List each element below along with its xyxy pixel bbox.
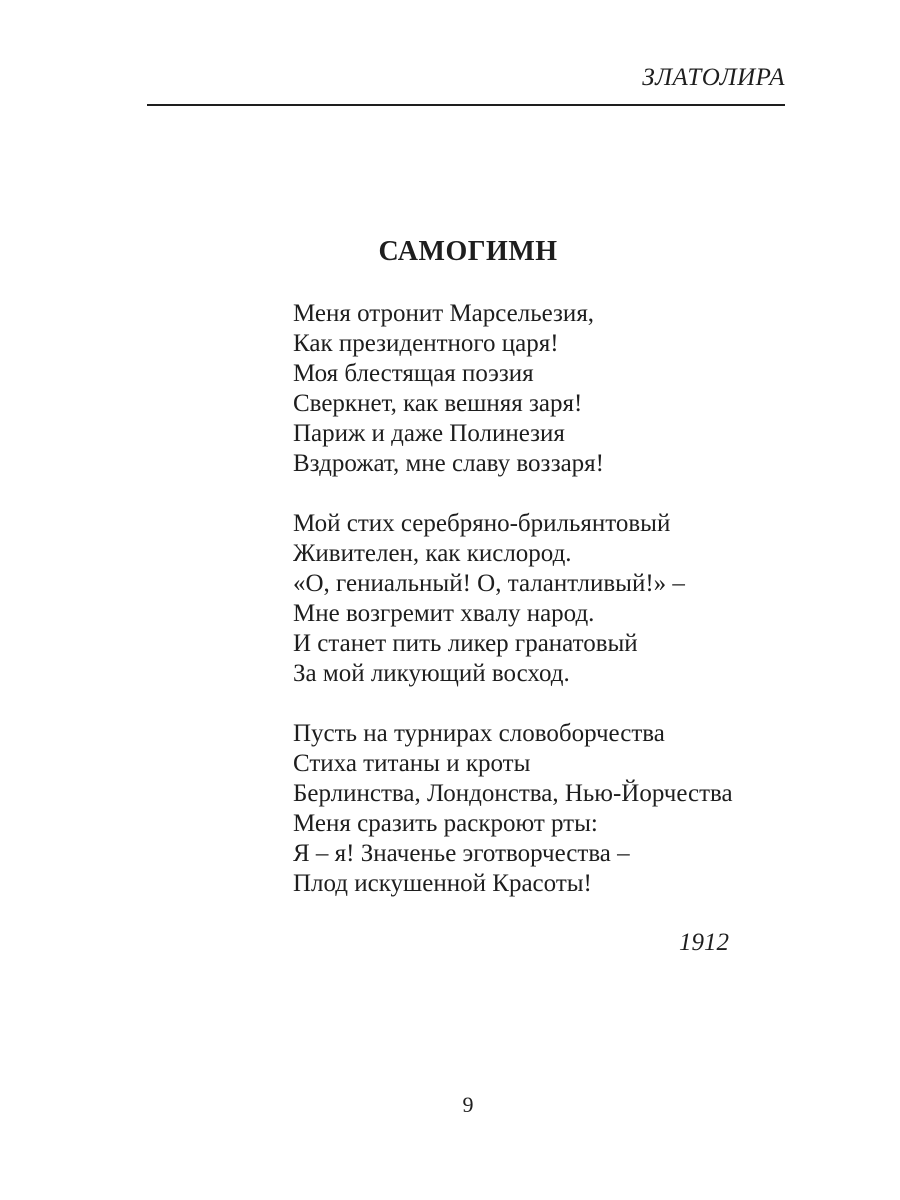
stanza-3 <box>293 719 733 899</box>
poem-line: «О, гениальный! О, талантливый!» – <box>293 570 685 597</box>
poem-line: Мой стих серебряно-брильянтовый <box>293 510 671 537</box>
poem-line: Моя блестящая поэзия <box>293 360 534 387</box>
poem-line: Как президентного царя! <box>293 330 559 357</box>
poem-line: Я – я! Значенье эготворчества – <box>293 840 630 867</box>
running-header <box>147 58 785 106</box>
poem-line: Стиха титаны и кроты <box>293 750 531 777</box>
poem-body <box>293 299 733 899</box>
poem-line: Меня отронит Марсельезия, <box>293 300 595 327</box>
poem-line: Живителен, как кислород. <box>293 540 572 567</box>
poem-line: Мне возгремит хвалу народ. <box>293 600 595 627</box>
running-header-title: ЗЛАТОЛИРА <box>642 64 785 91</box>
poem-line: Плод искушенной Красоты! <box>293 870 592 897</box>
poem-title: САМОГИМН <box>378 236 558 267</box>
stanza-2 <box>293 509 733 689</box>
poem-line: Берлинства, Лондонства, Нью-Йорчества <box>293 780 733 807</box>
poem-line: Меня сразить раскроют рты: <box>293 810 598 837</box>
poem-line: Сверкнет, как вешняя заря! <box>293 390 583 417</box>
poem-line: За мой ликующий восход. <box>293 660 570 687</box>
poem-line: Пусть на турнирах словоборчества <box>293 720 665 747</box>
poem-line: Вздрожат, мне славу воззаря! <box>293 450 604 477</box>
poem-line: И станет пить ликер гранатовый <box>293 630 638 657</box>
stanza-1 <box>293 299 733 479</box>
page-number: 9 <box>462 1092 474 1117</box>
poem-date: 1912 <box>679 929 729 956</box>
poem-line: Париж и даже Полинезия <box>293 420 565 447</box>
